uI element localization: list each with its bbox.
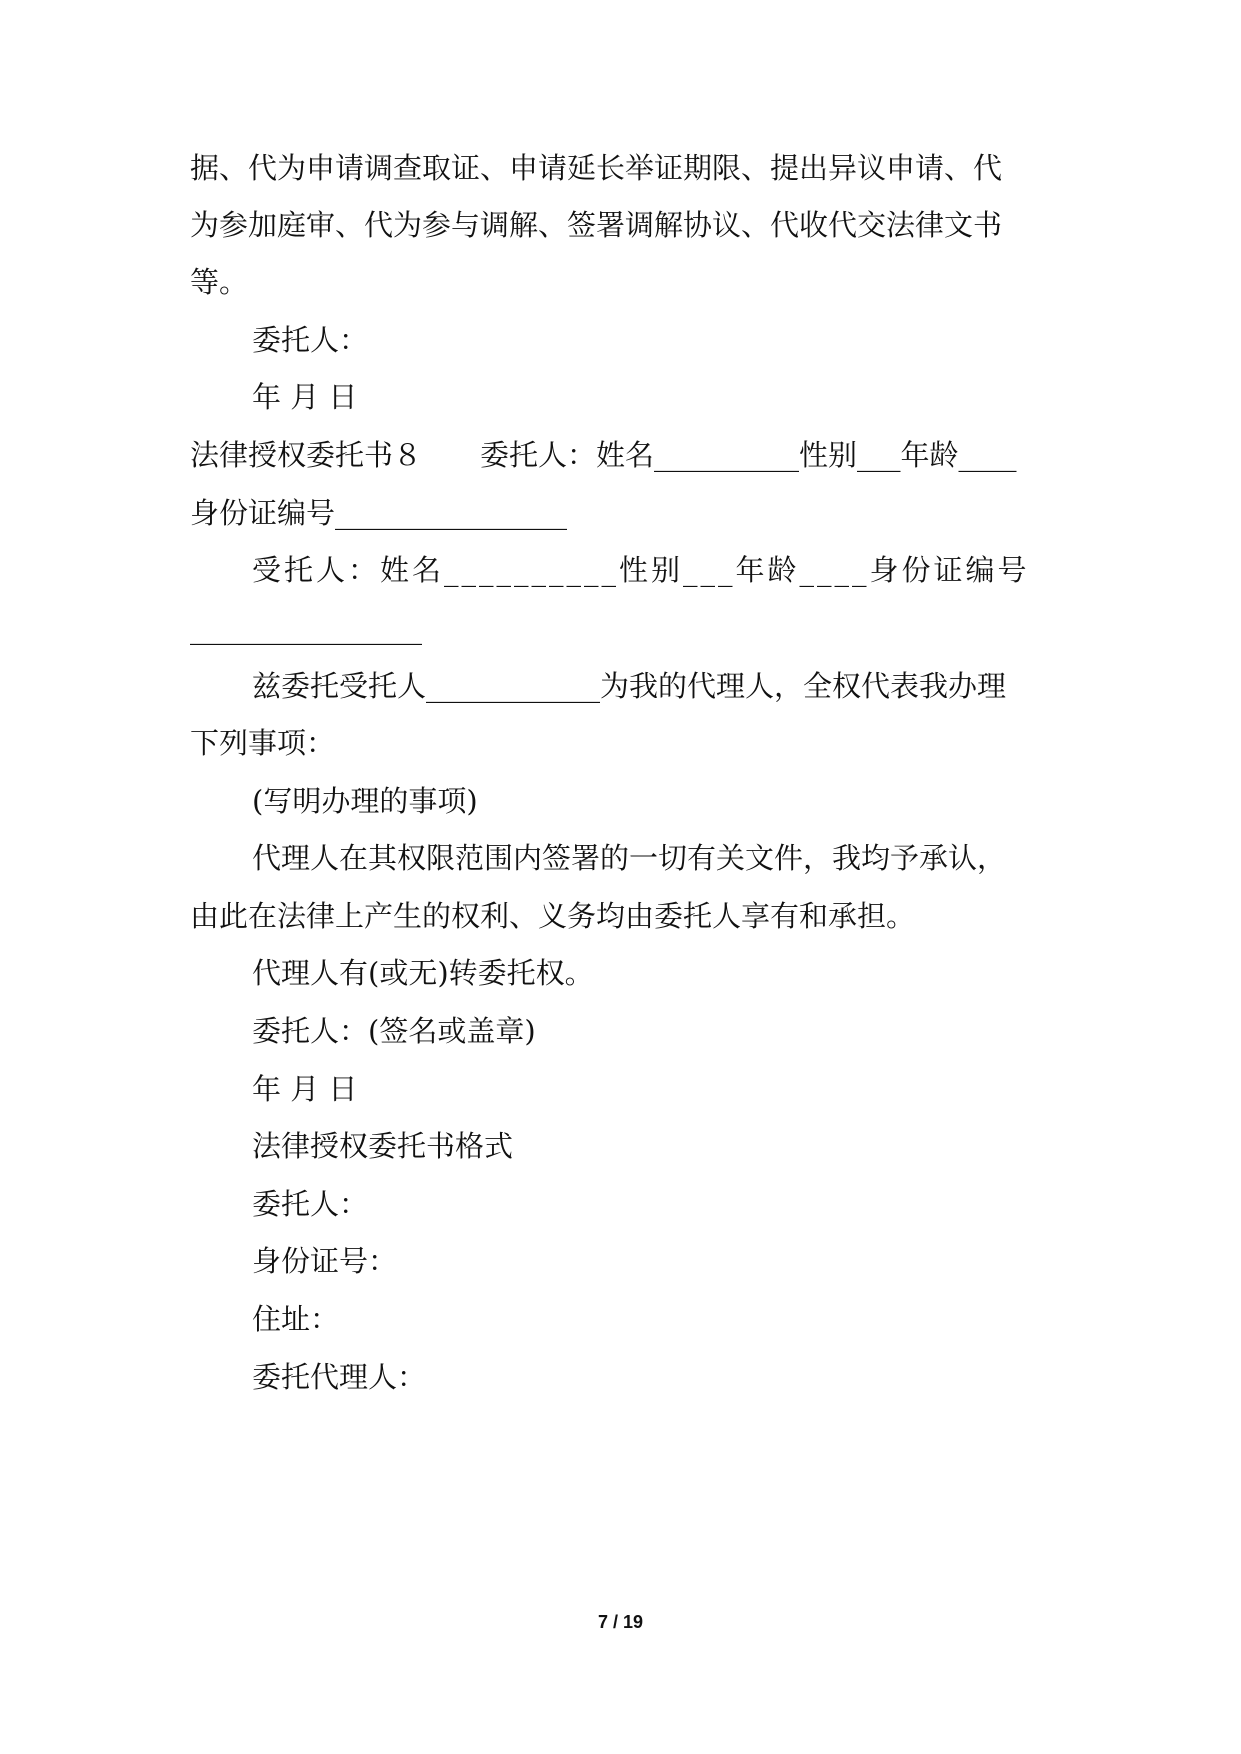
date-line: 年 月 日 bbox=[252, 380, 358, 414]
body-line: 兹委托受托人____________为我的代理人，全权代表我办理 bbox=[252, 669, 1007, 703]
body-line: 委托人： bbox=[252, 323, 369, 357]
body-line: 委托人：(签名或盖章) bbox=[252, 1014, 536, 1048]
body-line: 为参加庭审、代为参与调解、签署调解协议、代收代交法律文书 bbox=[190, 208, 1003, 242]
body-line: 代理人在其权限范围内签署的一切有关文件，我均予承认， bbox=[252, 841, 1007, 875]
section-title-line: 法律授权委托书格式 bbox=[252, 1129, 514, 1163]
page-number: 7 / 19 bbox=[597, 1612, 644, 1632]
body-line: 委托代理人： bbox=[252, 1360, 427, 1394]
body-line: 等。 bbox=[190, 265, 249, 299]
date-line: 年 月 日 bbox=[252, 1072, 358, 1106]
body-line: 身份证编号________________ bbox=[190, 496, 568, 530]
body-line: 由此在法律上产生的权利、义务均由委托人享有和承担。 bbox=[190, 899, 916, 933]
body-line: 受托人：姓名__________性别___年龄____身份证编号 bbox=[252, 553, 1030, 587]
body-line: 委托人： bbox=[252, 1187, 369, 1221]
body-line: ________________ bbox=[190, 611, 422, 645]
body-line: (写明办理的事项) bbox=[252, 784, 478, 818]
body-line: 下列事项： bbox=[190, 726, 336, 760]
body-line: 住址： bbox=[252, 1302, 340, 1336]
section-title-line: 法律授权委托书８ 委托人：姓名__________性别___年龄____ bbox=[190, 438, 1017, 472]
body-line: 据、代为申请调查取证、申请延长举证期限、提出异议申请、代 bbox=[190, 151, 1003, 185]
body-line: 代理人有(或无)转委托权。 bbox=[252, 956, 594, 990]
body-line: 身份证号： bbox=[252, 1244, 398, 1278]
